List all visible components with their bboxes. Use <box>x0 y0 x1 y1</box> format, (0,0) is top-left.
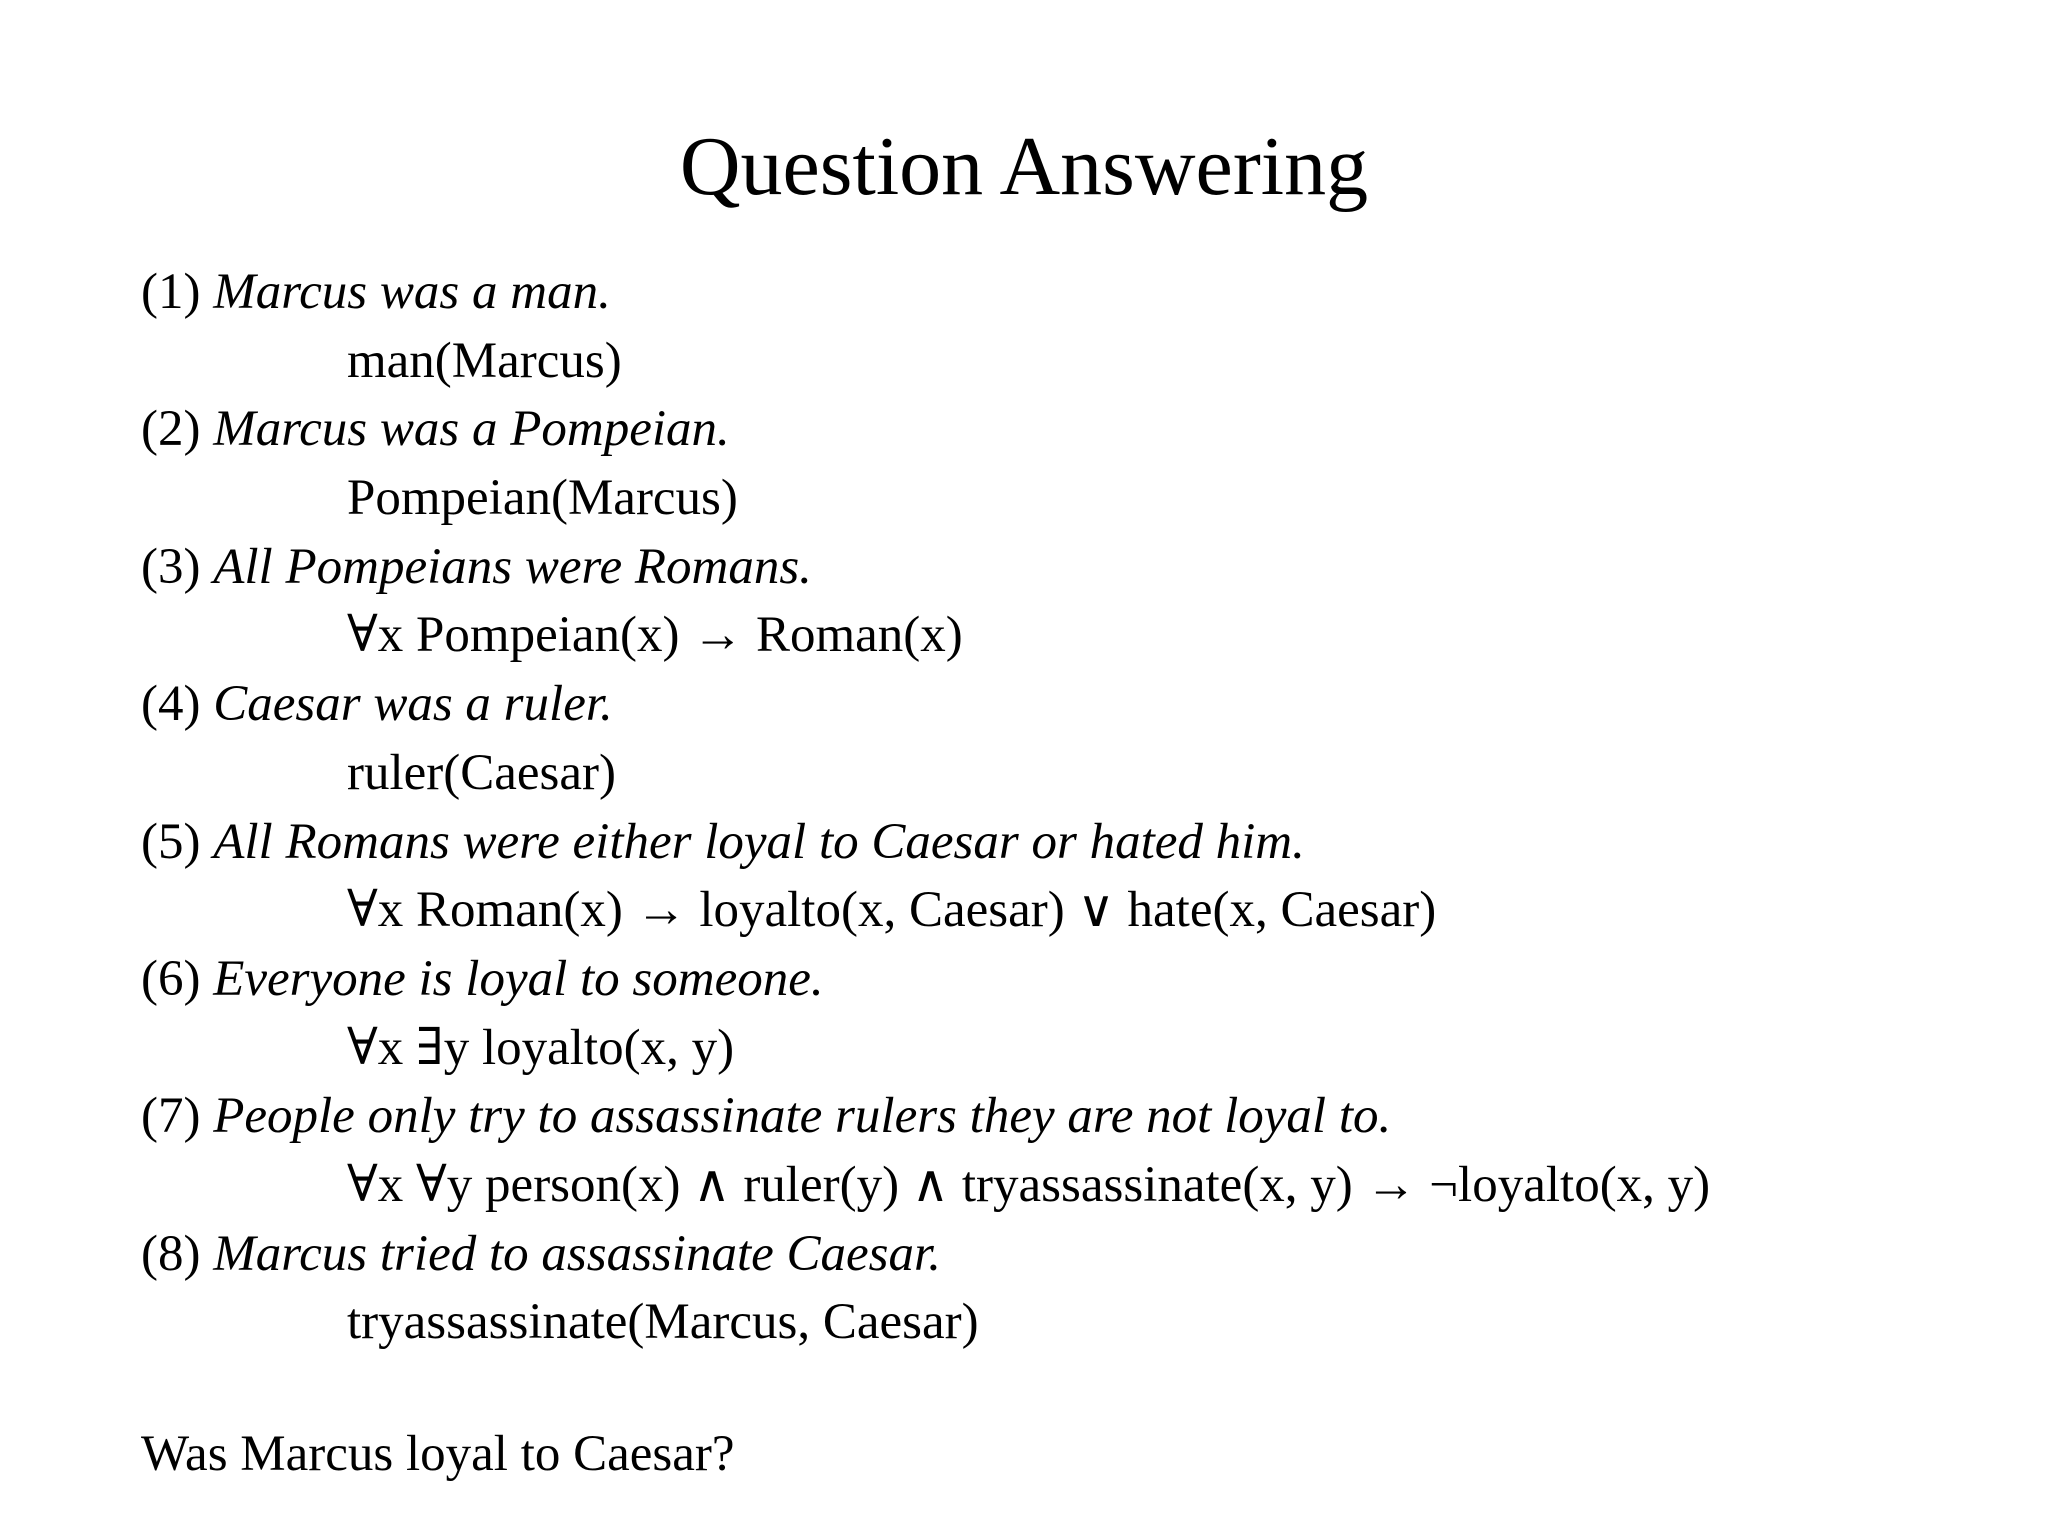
formula-5: ∀x Roman(x) → loyalto(x, Caesar) ∨ hate(x, Caesar) <box>347 882 1437 939</box>
statement-text: Everyone is loyal to someone. <box>213 950 824 1007</box>
statement-text: All Romans were either loyal to Caesar or hated him. <box>213 813 1305 870</box>
statement-text: Marcus was a man. <box>213 264 611 320</box>
statement-4 <box>141 670 2021 739</box>
statement-5 <box>141 808 2021 877</box>
formula-8: tryassassinate(Marcus, Caesar) <box>347 1294 979 1351</box>
formula-1: man(Marcus) <box>347 332 622 389</box>
statement-number: (1) <box>141 264 201 320</box>
facts-list <box>141 258 2021 1357</box>
formula-6: ∀x ∃y loyalto(x, y) <box>347 1019 735 1076</box>
statement-text: Marcus tried to assassinate Caesar. <box>213 1225 941 1282</box>
statement-1 <box>141 258 2021 327</box>
statement-text: People only try to assassinate rulers they are not loyal to. <box>213 1088 1392 1145</box>
question-text: Was Marcus loyal to Caesar? <box>141 1426 735 1482</box>
statement-text: Caesar was a ruler. <box>213 676 613 733</box>
statement-6 <box>141 945 2021 1014</box>
statement-number: (8) <box>141 1225 201 1282</box>
statement-number: (2) <box>141 401 201 458</box>
formula-7: ∀x ∀y person(x) ∧ ruler(y) ∧ tryassassinate(x, y) → ¬loyalto(x, y) <box>347 1156 1711 1213</box>
statement-text: Marcus was a Pompeian. <box>213 401 730 458</box>
statement-8 <box>141 1220 2021 1289</box>
formula-2: Pompeian(Marcus) <box>347 470 738 527</box>
slide-title: Question Answering <box>679 120 1369 213</box>
statement-number: (4) <box>141 676 201 733</box>
statement-number: (6) <box>141 950 201 1007</box>
statement-7 <box>141 1082 2021 1151</box>
statement-number: (7) <box>141 1088 201 1145</box>
statement-2 <box>141 395 2021 464</box>
statement-number: (5) <box>141 813 201 870</box>
statement-text: All Pompeians were Romans. <box>213 538 812 595</box>
statement-number: (3) <box>141 538 201 595</box>
formula-4: ruler(Caesar) <box>347 744 616 801</box>
statement-3 <box>141 533 2021 602</box>
formula-3: ∀x Pompeian(x) → Roman(x) <box>347 607 963 664</box>
